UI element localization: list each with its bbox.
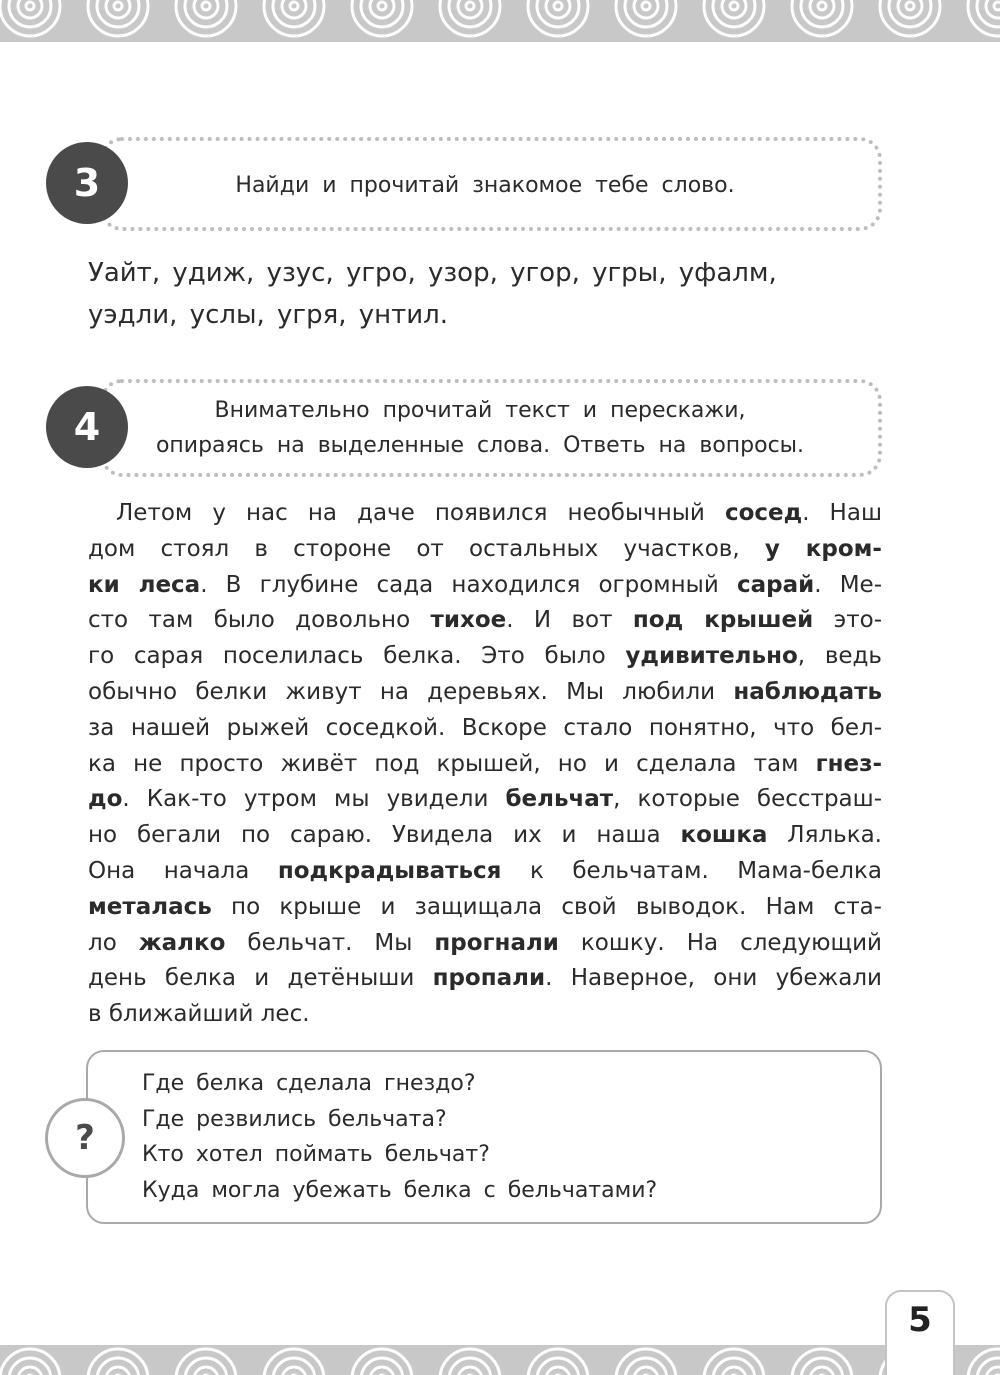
keyword: до bbox=[88, 786, 123, 813]
story-line: обычно белки живут на деревьях. Мы любили наблюдать bbox=[88, 678, 882, 705]
question-item: Где резвились бельчата? bbox=[142, 1106, 447, 1132]
keyword: тихое bbox=[430, 607, 507, 634]
story-text bbox=[88, 496, 882, 1033]
story-line: го сарая поселилась белка. Это было удивительно, ведь bbox=[88, 643, 882, 670]
keyword: прогнали bbox=[434, 929, 559, 956]
task-4-instruction bbox=[130, 393, 830, 463]
keyword: жалко bbox=[138, 929, 226, 956]
keyword: ки леса bbox=[88, 571, 201, 598]
task-3-number-badge: 3 bbox=[46, 142, 128, 224]
story-line: сто там было довольно тихое. И вот под крышей это- bbox=[88, 607, 882, 634]
task-3-word-list bbox=[88, 252, 908, 336]
question-item: Где белка сделала гнездо? bbox=[142, 1071, 476, 1096]
keyword: пропали bbox=[432, 965, 546, 992]
keyword: сосед bbox=[724, 500, 803, 526]
story-line: за нашей рыжей соседкой. Вскоре стало понятно, что бел- bbox=[88, 714, 882, 741]
keyword: кошка bbox=[680, 822, 768, 849]
task-4-number-badge: 4 bbox=[46, 386, 128, 468]
spiral-pattern bbox=[0, 1345, 1000, 1375]
story-line: ки леса. В глубине сада находился огромный сарай. Ме- bbox=[88, 571, 882, 598]
question-mark-icon: ? bbox=[45, 1098, 125, 1178]
story-line: до. Как-то утром мы увидели бельчат, которые бесстраш- bbox=[88, 786, 882, 813]
question-item: Куда могла убежать белка с бельчатами? bbox=[142, 1177, 658, 1203]
story-line: металась по крыше и защищала свой выводок. Нам ста- bbox=[88, 893, 882, 920]
keyword: под крышей bbox=[632, 607, 814, 634]
keyword: у кром- bbox=[764, 535, 882, 562]
task-3-instruction: Найди и прочитай знакомое тебе слово. bbox=[235, 173, 735, 198]
story-line: Летом у нас на даче появился необычный сосед. Наш bbox=[116, 500, 882, 526]
instruction-line: Внимательно прочитай текст и перескажи, bbox=[214, 398, 746, 423]
keyword: металась bbox=[88, 893, 212, 920]
word-list-line: Уайт, удиж, узус, угро, узор, угор, угры, уфалм, bbox=[88, 258, 777, 288]
keyword: сарай bbox=[736, 571, 815, 598]
questions-list bbox=[142, 1066, 657, 1208]
question-item: Кто хотел поймать бельчат? bbox=[142, 1142, 490, 1167]
page-number: 5 bbox=[908, 1300, 932, 1340]
bottom-decorative-band bbox=[0, 1345, 1000, 1375]
story-line: ка не просто живёт под крышей, но и сделала там гнез- bbox=[88, 750, 882, 777]
story-line: Она начала подкрадываться к бельчатам. Мама-белка bbox=[88, 857, 882, 884]
keyword: подкрадываться bbox=[277, 857, 502, 884]
keyword: удивительно bbox=[625, 643, 798, 670]
spiral-pattern bbox=[0, 0, 1000, 42]
story-line: в ближайший лес. bbox=[88, 1001, 310, 1028]
keyword: бельчат bbox=[505, 786, 614, 813]
word-list-line: уэдли, услы, угря, унтил. bbox=[88, 300, 449, 330]
story-line: дом стоял в стороне от остальных участков, у кром- bbox=[88, 535, 882, 562]
keyword: наблюдать bbox=[733, 678, 882, 705]
story-line: день белка и детёныши пропали. Наверное, они убежали bbox=[88, 965, 882, 992]
top-decorative-band bbox=[0, 0, 1000, 42]
story-line: но бегали по сараю. Увидела их и наша кошка Лялька. bbox=[88, 822, 882, 849]
instruction-line: опираясь на выделенные слова. Ответь на вопросы. bbox=[155, 433, 805, 458]
keyword: гнез- bbox=[815, 750, 882, 777]
story-line: ло жалко бельчат. Мы прогнали кошку. На следующий bbox=[88, 929, 883, 956]
